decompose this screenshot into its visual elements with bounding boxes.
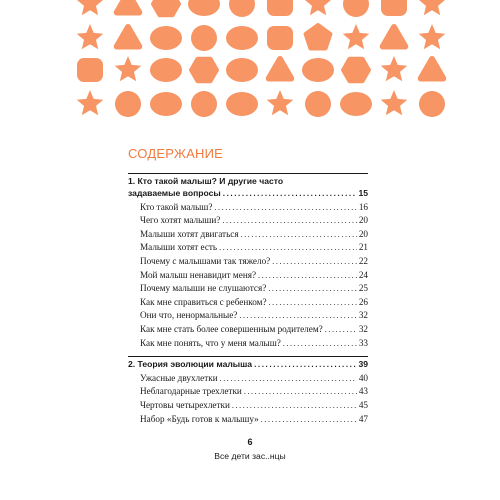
toc-entry-page: 47 <box>358 413 368 424</box>
toc-entry-page: 45 <box>358 399 368 410</box>
circle-shape <box>305 91 331 117</box>
toc-entry <box>128 323 368 337</box>
oval-shape <box>302 58 334 82</box>
decorative-shapes-pattern <box>0 0 500 130</box>
toc-entry-page: 26 <box>358 296 368 307</box>
dot-leader <box>214 201 356 215</box>
circle-shape <box>191 91 217 117</box>
oval-shape <box>226 58 258 82</box>
toc-entry <box>128 241 368 255</box>
dot-leader <box>244 385 357 399</box>
running-title: Все дети зас..нцы <box>214 451 286 461</box>
toc-entry-page: 20 <box>358 215 368 226</box>
oval-shape <box>150 92 182 116</box>
star-shape <box>267 90 294 115</box>
toc-entry <box>128 309 368 323</box>
toc-entry-page: 22 <box>358 255 368 266</box>
oval-shape <box>340 92 372 116</box>
toc-entry <box>128 372 368 386</box>
star-shape <box>381 56 408 81</box>
dot-leader <box>261 413 357 427</box>
section-1-heading-line1: 1. Кто такой малыш? И другие часто <box>128 176 284 186</box>
toc-entry <box>128 269 368 283</box>
oval-shape <box>150 26 182 50</box>
toc-entry-label: Чего хотят малыши? <box>140 215 221 226</box>
toc-entry-label: Как мне стать более совершенным родителем? <box>140 323 323 334</box>
star-shape <box>77 0 104 15</box>
toc-entry-page: 24 <box>358 269 368 280</box>
rounded-square-shape <box>77 58 103 82</box>
toc-entry-page: 21 <box>358 242 368 253</box>
toc-entry-label: Чертовы четырехлетки <box>140 399 230 410</box>
circle-shape <box>115 91 141 117</box>
toc-entry <box>128 228 368 242</box>
page-number: 6 <box>247 437 253 447</box>
dot-leader <box>254 358 356 372</box>
dot-leader <box>239 309 356 323</box>
toc-entry <box>128 385 368 399</box>
toc-entry <box>128 399 368 413</box>
toc-entry-label: Они что, ненормальные? <box>140 310 238 321</box>
hexagon-shape <box>153 0 179 15</box>
rounded-square-shape <box>381 0 407 16</box>
toc-entry <box>128 296 368 310</box>
oval-shape <box>188 0 220 16</box>
toc-entry-label: Мой малыш ненавидит меня? <box>140 269 257 280</box>
section-2-page: 39 <box>358 359 368 370</box>
toc-entry <box>128 201 368 215</box>
star-shape <box>419 0 446 15</box>
toc-entry-label: Почему с малышами так тяжело? <box>140 255 271 266</box>
dot-leader <box>220 372 357 386</box>
star-shape <box>115 56 142 81</box>
toc-section-2 <box>128 356 368 426</box>
toc-entry-label: Набор «Будь готов к малышу» <box>140 413 259 424</box>
dot-leader <box>283 337 357 351</box>
section-2-heading: 2. Теория эволюции малыша <box>128 359 253 370</box>
circle-shape <box>229 0 255 17</box>
rounded-triangle-shape <box>421 59 444 79</box>
star-shape <box>305 0 332 15</box>
section-2-heading-row <box>128 358 368 372</box>
toc-entry-label: Кто такой малыш? <box>140 201 213 212</box>
star-shape <box>77 24 104 49</box>
toc-entry <box>128 282 368 296</box>
section-1-heading-row <box>128 187 368 201</box>
dot-leader <box>232 399 357 413</box>
toc-entry-label: Неблагодарные трехлетки <box>140 386 242 397</box>
hexagon-shape <box>343 59 369 82</box>
toc-entry-label: Почему малыши не слушаются? <box>140 283 267 294</box>
rounded-triangle-shape <box>117 27 140 47</box>
dot-leader <box>272 255 357 269</box>
oval-shape <box>150 58 182 82</box>
star-shape <box>381 90 408 115</box>
oval-shape <box>226 92 258 116</box>
toc-entry-page: 40 <box>358 372 368 383</box>
dot-leader <box>269 296 357 310</box>
toc-entry-label: Малыши хотят есть <box>140 242 218 253</box>
table-of-contents <box>128 173 368 426</box>
toc-entry <box>128 214 368 228</box>
section-1-page: 15 <box>358 188 368 198</box>
section-1-heading-line2: задаваемые вопросы <box>128 188 221 198</box>
toc-entry-label: Как мне понять, что у меня малыш? <box>140 337 281 348</box>
toc-entry-label: Как мне справиться с ребенком? <box>140 296 267 307</box>
dot-leader <box>223 187 357 201</box>
star-shape <box>77 90 104 115</box>
rounded-triangle-shape <box>269 59 292 79</box>
dot-leader <box>258 269 357 283</box>
dot-leader <box>325 323 357 337</box>
circle-shape <box>419 91 445 117</box>
toc-entry-page: 32 <box>358 310 368 321</box>
toc-section-1 <box>128 173 368 350</box>
toc-entry-page: 43 <box>358 386 368 397</box>
dot-leader <box>219 241 357 255</box>
hexagon-shape <box>191 59 217 82</box>
toc-entry-page: 20 <box>358 228 368 239</box>
toc-entry-page: 33 <box>358 337 368 348</box>
toc-entry <box>128 413 368 427</box>
toc-entry-label: Ужасные двухлетки <box>140 372 218 383</box>
oval-shape <box>226 26 258 50</box>
rounded-square-shape <box>267 0 293 16</box>
rounded-triangle-shape <box>383 27 406 47</box>
dot-leader <box>268 282 357 296</box>
toc-title: СОДЕРЖАНИЕ <box>128 146 224 161</box>
pentagon-shape <box>306 25 331 49</box>
toc-entry-page: 25 <box>358 283 368 294</box>
dot-leader <box>222 214 356 228</box>
dot-leader <box>241 228 357 242</box>
toc-entry-page: 16 <box>358 201 368 212</box>
rounded-triangle-shape <box>117 0 140 13</box>
circle-shape <box>191 25 217 51</box>
rounded-square-shape <box>267 26 293 50</box>
toc-entry-page: 32 <box>358 323 368 334</box>
toc-entry <box>128 255 368 269</box>
toc-entry-label: Малыши хотят двигаться <box>140 228 239 239</box>
star-shape <box>419 24 446 49</box>
star-shape <box>343 24 370 49</box>
toc-entry <box>128 337 368 351</box>
circle-shape <box>343 0 369 17</box>
